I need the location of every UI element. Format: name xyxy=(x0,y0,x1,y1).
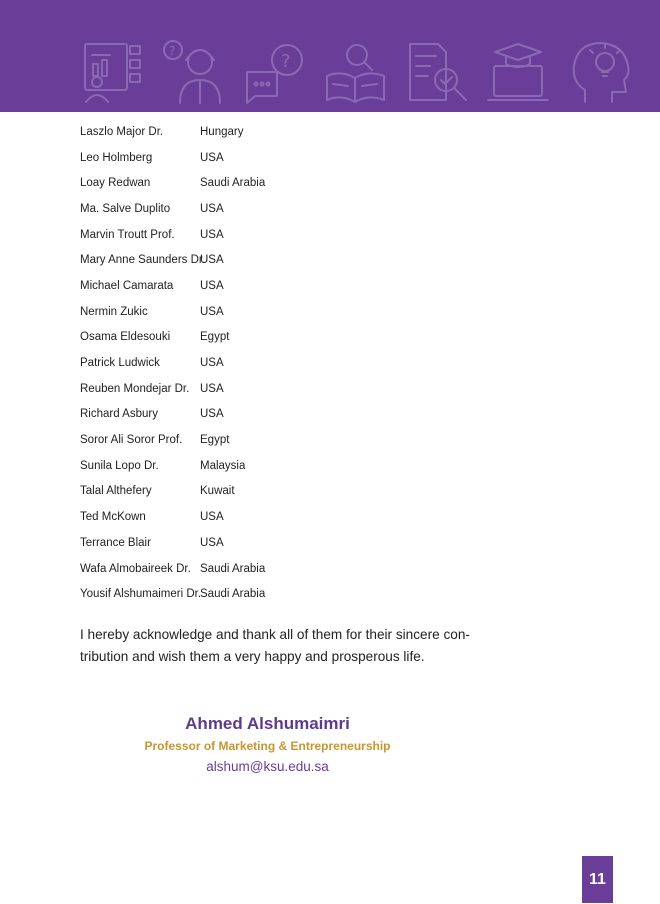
contributor-row xyxy=(80,427,480,453)
contributor-country: USA xyxy=(200,511,224,524)
contributor-name: Ted McKown xyxy=(80,511,146,524)
contributor-row xyxy=(80,581,480,607)
contributor-row xyxy=(80,145,480,171)
contributor-country: Saudi Arabia xyxy=(200,562,266,575)
svg-text:?: ? xyxy=(281,51,291,72)
contributor-row xyxy=(80,376,480,402)
contributor-name: Wafa Almobaireek Dr. xyxy=(80,562,191,575)
page-number: 11 xyxy=(582,856,613,903)
contributor-country: USA xyxy=(200,254,224,267)
contributor-name: Reuben Mondejar Dr. xyxy=(80,382,190,395)
contributor-row xyxy=(80,350,480,376)
contributor-row xyxy=(80,222,480,248)
checklist-search-icon xyxy=(410,44,466,100)
contributor-country: USA xyxy=(200,408,224,421)
contributor-name: Nermin Zukic xyxy=(80,305,148,318)
contributor-name: Laszlo Major Dr. xyxy=(80,125,164,138)
contributor-country: USA xyxy=(200,279,224,292)
support-agent-icon xyxy=(164,41,220,103)
contributor-country: USA xyxy=(200,536,224,549)
contributor-row xyxy=(80,402,480,428)
contributor-row xyxy=(80,556,480,582)
contributor-row xyxy=(80,247,480,273)
contributor-row xyxy=(80,325,480,351)
contributor-name: Ma. Salve Duplito xyxy=(80,202,171,215)
graduation-laptop-icon xyxy=(488,44,548,100)
contributor-row xyxy=(80,273,480,299)
acknowledgement-line: I hereby acknowledge and thank all of them for their sincere con- xyxy=(80,627,470,642)
contributor-country: USA xyxy=(200,357,224,370)
contributor-row xyxy=(80,196,480,222)
contributor-country: Egypt xyxy=(200,434,230,447)
header-banner xyxy=(0,0,660,112)
contributor-country: USA xyxy=(200,151,224,164)
contributor-country: USA xyxy=(200,305,224,318)
contributor-name: Patrick Ludwick xyxy=(80,357,160,370)
contributor-name: Mary Anne Saunders Dr. xyxy=(80,254,206,267)
contributor-country: Egypt xyxy=(200,331,230,344)
contributor-name: Sunila Lopo Dr. xyxy=(80,459,159,472)
contributor-country: Malaysia xyxy=(200,459,246,472)
contributor-name: Soror Ali Soror Prof. xyxy=(80,434,183,447)
signature-email[interactable]: alshum@ksu.edu.sa xyxy=(206,759,329,774)
contributor-name: Yousif Alshumaimeri Dr. xyxy=(80,588,202,601)
contributor-name: Richard Asbury xyxy=(80,408,158,421)
acknowledgement-line: tribution and wish them a very happy and prosperous life. xyxy=(80,649,425,664)
contributor-row xyxy=(80,119,480,145)
signature-name: Ahmed Alshumaimri xyxy=(185,714,350,733)
contributors-list xyxy=(80,119,480,607)
dashboard-icon xyxy=(85,44,140,102)
contributor-country: Kuwait xyxy=(200,485,235,498)
contributor-name: Loay Redwan xyxy=(80,177,151,190)
idea-head-icon xyxy=(574,43,629,102)
contributor-row xyxy=(80,479,480,505)
contributor-row xyxy=(80,299,480,325)
contributor-name: Talal Althefery xyxy=(80,485,152,498)
contributor-row xyxy=(80,170,480,196)
contributor-row xyxy=(80,453,480,479)
contributor-row xyxy=(80,504,480,530)
chat-question-icon xyxy=(247,45,302,103)
contributor-name: Marvin Troutt Prof. xyxy=(80,228,175,241)
contributor-country: Saudi Arabia xyxy=(200,588,266,601)
contributor-country: Hungary xyxy=(200,125,244,138)
acknowledgement-paragraph xyxy=(80,624,480,668)
contributor-name: Leo Holmberg xyxy=(80,151,153,164)
contributor-country: USA xyxy=(200,228,224,241)
contributor-name: Michael Camarata xyxy=(80,279,174,292)
contributor-country: USA xyxy=(200,202,224,215)
svg-text:?: ? xyxy=(169,44,176,58)
contributor-country: USA xyxy=(200,382,224,395)
contributor-name: Terrance Blair xyxy=(80,536,151,549)
contributor-name: Osama Eldesouki xyxy=(80,331,171,344)
signature-title: Professor of Marketing & Entrepreneurship xyxy=(144,739,391,753)
contributor-country: Saudi Arabia xyxy=(200,177,266,190)
open-book-icon xyxy=(327,45,384,102)
contributor-row xyxy=(80,530,480,556)
